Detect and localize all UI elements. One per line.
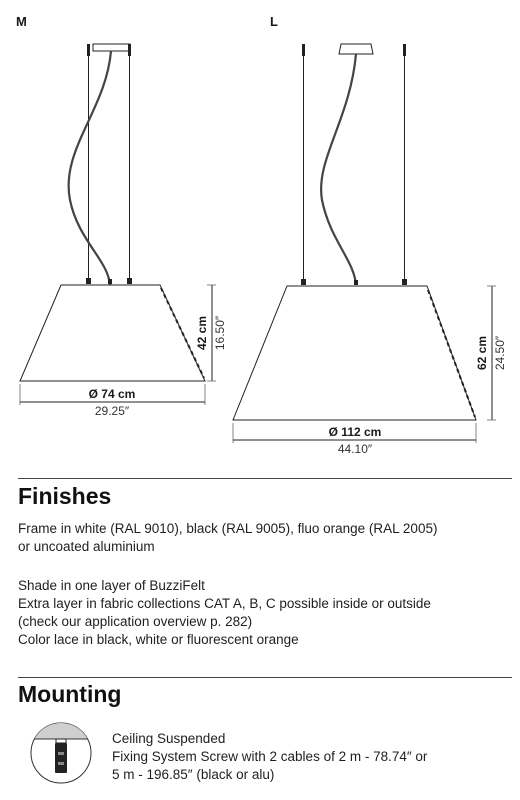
shade-line-1: Shade in one layer of BuzziFelt [18, 578, 205, 593]
diameter-imperial-l: 44.10″ [337, 442, 373, 456]
frame-line-1: Frame in white (RAL 9010), black (RAL 9005), fluo orange (RAL 2005) [18, 521, 438, 536]
height-metric-m: 42 cm [195, 315, 209, 351]
power-cord-l [321, 54, 356, 285]
cable-clip-l-right [403, 44, 406, 56]
finishes-shade-text [18, 577, 508, 649]
canopy-m [93, 44, 130, 51]
size-label-m: M [16, 14, 27, 29]
shade-line-2: Extra layer in fabric collections CAT A, B, C possible inside or outside [18, 596, 431, 611]
diameter-metric-m: Ø 74 cm [88, 387, 136, 401]
height-imperial-l: 24.50″ [493, 335, 507, 371]
cable-clip-m-right [128, 44, 131, 56]
shade-l [233, 286, 476, 420]
lamp-l-drawing [233, 44, 507, 456]
height-metric-l: 62 cm [475, 335, 489, 371]
ceiling-fixing-icon [30, 722, 92, 784]
mounting-heading: Mounting [18, 681, 122, 707]
mounting-line-3: 5 m - 196.85″ (black or alu) [112, 767, 275, 782]
power-cord-m [69, 51, 111, 285]
diameter-metric-l: Ø 112 cm [328, 425, 382, 439]
size-label-l: L [270, 14, 278, 29]
diameter-imperial-m: 29.25″ [94, 404, 130, 418]
mounting-divider [18, 677, 512, 678]
frame-line-2: or uncoated aluminium [18, 539, 155, 554]
finishes-frame-text [18, 520, 508, 556]
cable-clip-m-left [87, 44, 90, 56]
mounting-text [112, 730, 512, 784]
cable-clip-l-left [302, 44, 305, 56]
height-imperial-m: 16.50″ [213, 315, 227, 351]
finishes-heading: Finishes [18, 483, 112, 509]
shade-line-4: Color lace in black, white or fluorescent orange [18, 632, 299, 647]
lamp-m-drawing [20, 44, 227, 418]
canopy-l [339, 44, 373, 54]
mounting-line-2: Fixing System Screw with 2 cables of 2 m - 78.74″ or [112, 749, 428, 764]
mounting-line-1: Ceiling Suspended [112, 731, 226, 746]
shade-line-3: (check our application overview p. 282) [18, 614, 253, 629]
finishes-divider [18, 478, 512, 479]
shade-m [20, 285, 205, 381]
